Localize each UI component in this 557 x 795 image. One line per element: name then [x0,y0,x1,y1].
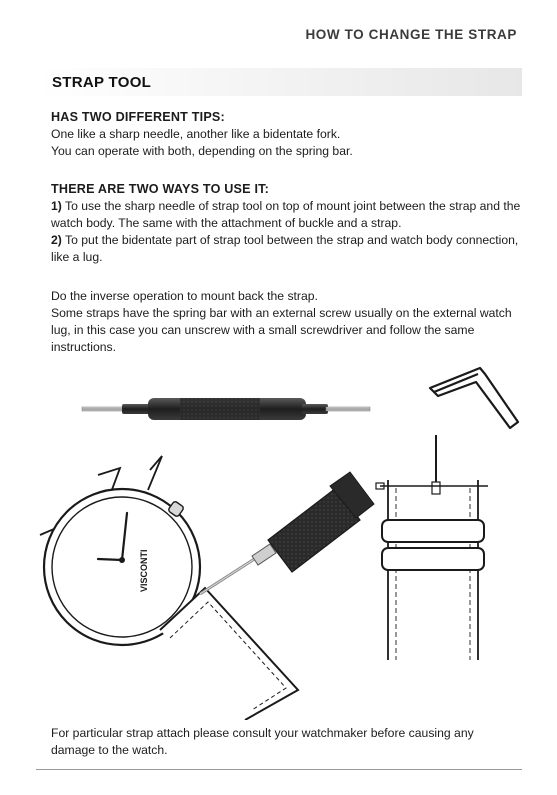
ways-block [51,181,521,266]
ways-item-1-text: To use the sharp needle of strap tool on top of mount joint between the strap and the watch body. The same with the attachment of buckle and a strap. [51,199,521,230]
buckle-icon [430,368,518,428]
tips-block [51,109,521,160]
ways-item-2 [51,232,521,266]
watch-icon [40,456,298,720]
ways-item-1-number: 1) [51,199,62,213]
strap-tool-icon [82,398,370,420]
section-title: STRAP TOOL [52,74,152,91]
tips-heading: HAS TWO DIFFERENT TIPS: [51,110,225,124]
strap-change-illustration [30,360,530,720]
tips-line-1: One like a sharp needle, another like a bidentate fork. [51,127,341,141]
tips-line-2: You can operate with both, depending on the spring bar. [51,144,353,158]
watch-brand-text: VISCONTI [139,549,149,592]
ways-item-1 [51,198,521,232]
section-header [38,68,522,96]
strap-spring-bar-icon [376,435,488,660]
inverse-line-1: Do the inverse operation to mount back the strap. [51,289,318,303]
inverse-line-2: Some straps have the spring bar with an external screw usually on the external watch lug, in this case you can unscrew with a small screwdriver and follow the same instructions. [51,306,512,354]
footer-note: For particular strap attach please consult your watchmaker before causing any damage to the watch. [51,726,474,757]
ways-item-2-text: To put the bidentate part of strap tool between the strap and watch body connection, like a lug. [51,233,519,264]
footer-divider [36,769,522,770]
page-header-title: HOW TO CHANGE THE STRAP [305,27,517,42]
ways-heading: THERE ARE TWO WAYS TO USE IT: [51,182,270,196]
ways-item-2-number: 2) [51,233,62,247]
tool-in-use-icon [200,472,374,594]
inverse-block [51,288,521,356]
